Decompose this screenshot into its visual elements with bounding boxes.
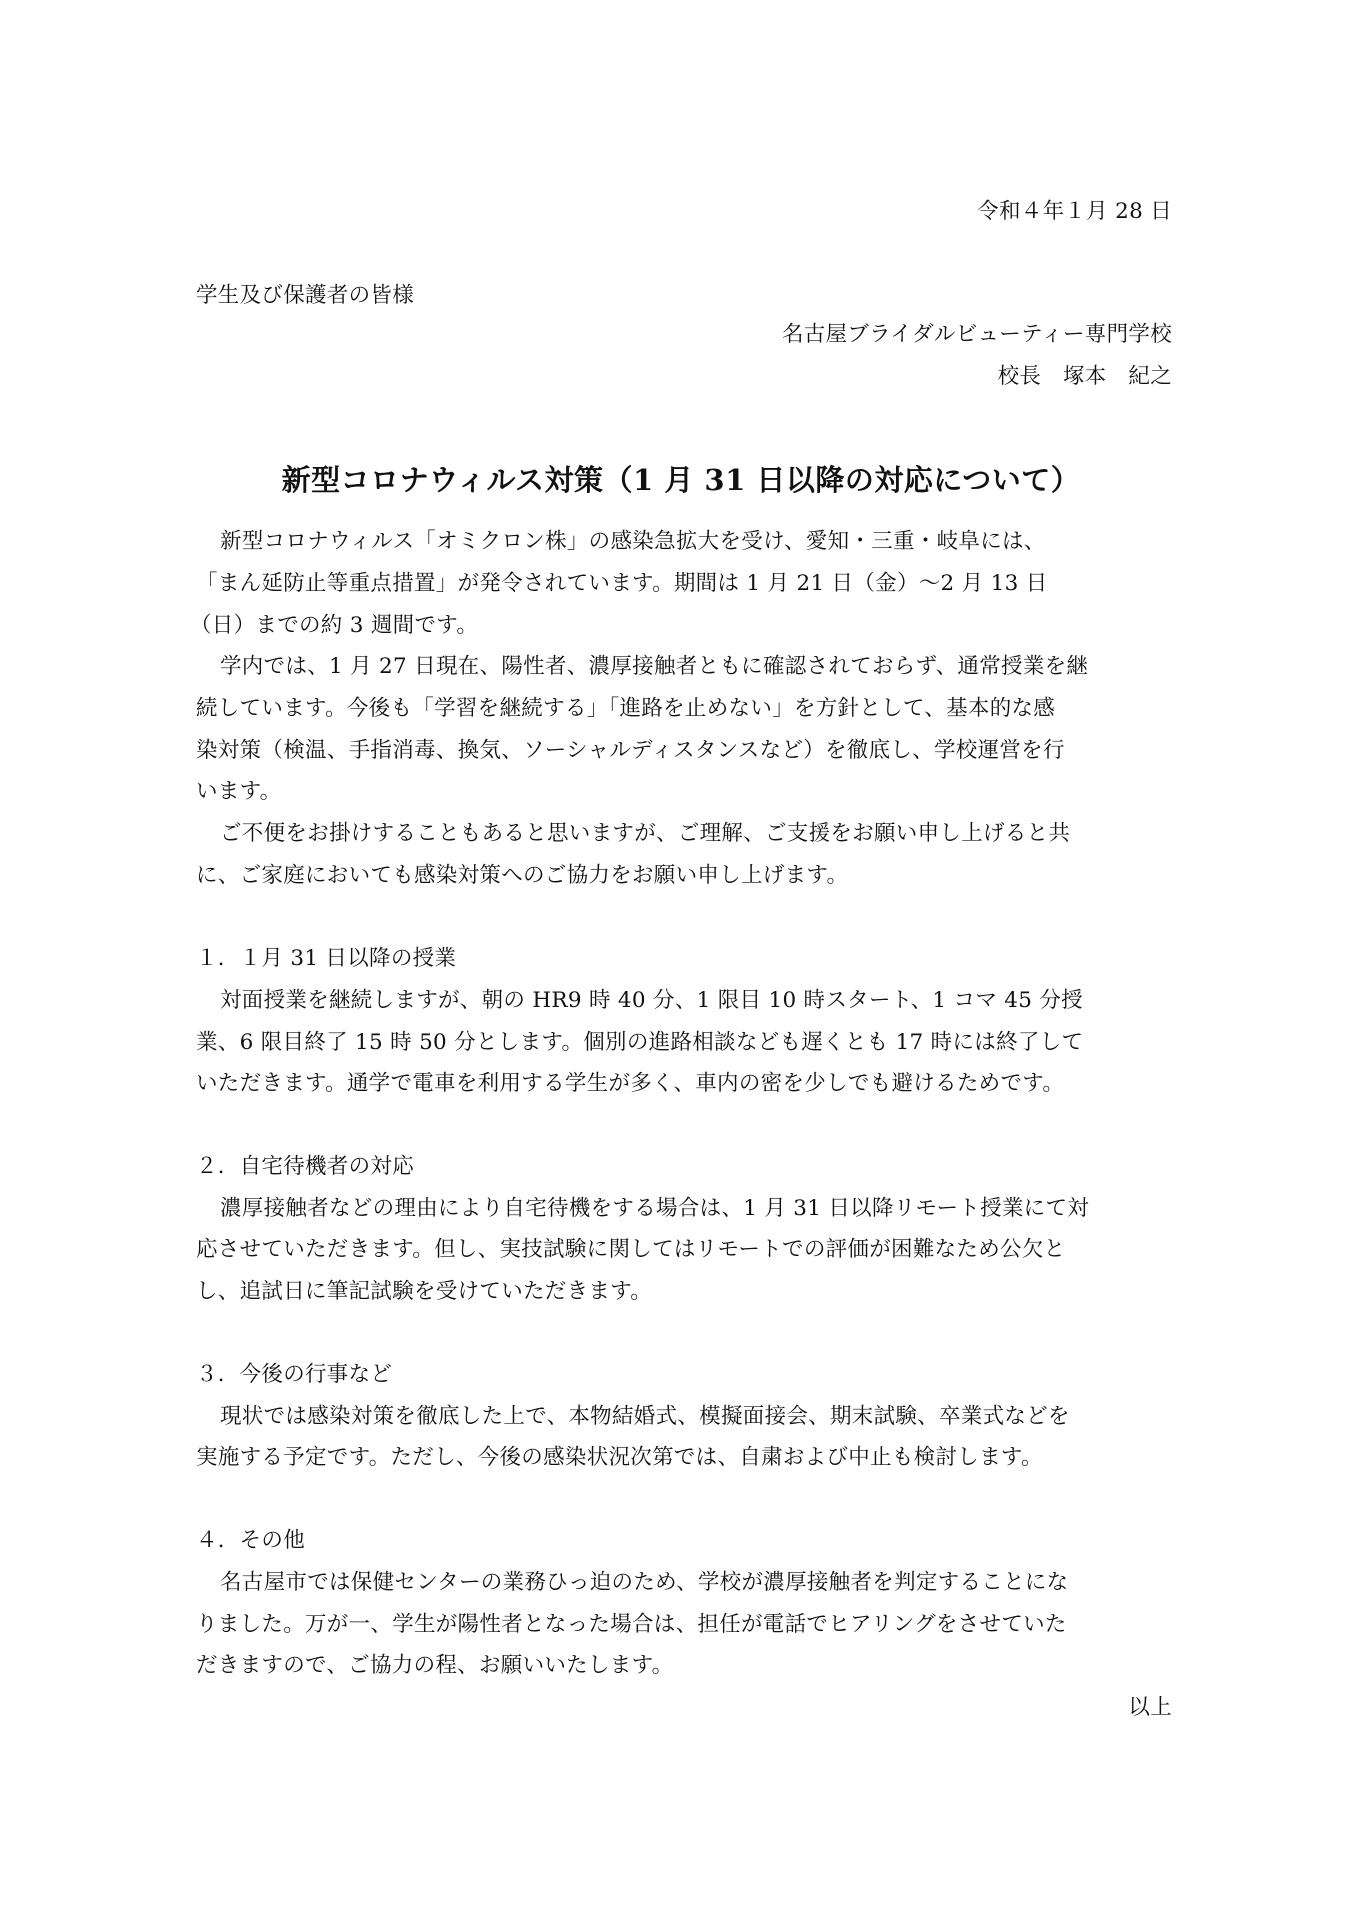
sender-principal: 校長 塚本 紀之 [997, 364, 1172, 389]
intro-line: 学内では、1 月 27 日現在、陽性者、濃厚接触者ともに確認されておらず、通常授業を継 [220, 654, 1089, 679]
intro-line: 続しています。今後も「学習を継続する」「進路を止めない」を方針として、基本的な感 [196, 696, 1056, 721]
intro-line: 新型コロナウィルス「オミクロン株」の感染急拡大を受け、愛知・三重・岐阜には、 [220, 529, 1046, 554]
section-line: 応させていただきます。但し、実技試験に関してはリモートでの評価が困難なため公欠と [196, 1237, 1066, 1262]
document-title: 新型コロナウィルス対策（1 月 31 日以降の対応について） [281, 463, 1081, 497]
section-line: し、追試日に筆記試験を受けていただきます。 [196, 1279, 653, 1304]
closing-mark: 以上 [1128, 1695, 1172, 1720]
section-heading: １．１月 31 日以降の授業 [196, 946, 457, 971]
section-line: りました。万が一、学生が陽性者となった場合は、担任が電話でヒアリングをさせていた [196, 1612, 1067, 1637]
intro-line: 染対策（検温、手指消毒、換気、ソーシャルディスタンスなど）を徹底し、学校運営を行 [196, 738, 1065, 763]
section-line: 濃厚接触者などの理由により自宅待機をする場合は、1 月 31 日以降リモート授業にて対 [220, 1196, 1090, 1221]
section-line: 名古屋市では保健センターの業務ひっ迫のため、学校が濃厚接触者を判定することにな [220, 1570, 1069, 1595]
intro-line: ご不便をお掛けすることもあると思いますが、ご理解、ご支援をお願い申し上げると共 [220, 821, 1071, 846]
section-heading: ３．今後の行事など [196, 1362, 393, 1387]
intro-line: に、ご家庭においても感染対策へのご協力をお願い申し上げます。 [196, 863, 849, 888]
sender-school: 名古屋ブライダルビューティー専門学校 [781, 322, 1172, 347]
section-line: 実施する予定です。ただし、今後の感染状況次第では、自粛および中止も検討します。 [196, 1445, 1043, 1470]
section-line: 対面授業を継続しますが、朝の HR9 時 40 分、1 限目 10 時スタート、1 コマ 45 分授 [220, 988, 1083, 1013]
section-line: だきますので、ご協力の程、お願いいたします。 [196, 1653, 674, 1678]
section-heading: ２．自宅待機者の対応 [196, 1154, 415, 1179]
intro-line: 「まん延防止等重点措置」が発令されています。期間は 1 月 21 日（金）～2 月 13 日 [196, 571, 1048, 596]
document-date: 令和４年１月 28 日 [977, 199, 1172, 224]
addressee: 学生及び保護者の皆様 [196, 283, 415, 308]
section-line: 現状では感染対策を徹底した上で、本物結婚式、模擬面接会、期末試験、卒業式などを [220, 1404, 1070, 1429]
section-heading: ４．その他 [196, 1528, 306, 1553]
section-line: 業、6 限目終了 15 時 50 分とします。個別の進路相談なども遅くとも 17 時には終了して [196, 1030, 1084, 1055]
section-line: いただきます。通学で電車を利用する学生が多く、車内の密を少しでも避けるためです。 [196, 1071, 1065, 1096]
intro-line: （日）までの約 3 週間です。 [190, 613, 479, 638]
intro-line: います。 [196, 779, 282, 804]
